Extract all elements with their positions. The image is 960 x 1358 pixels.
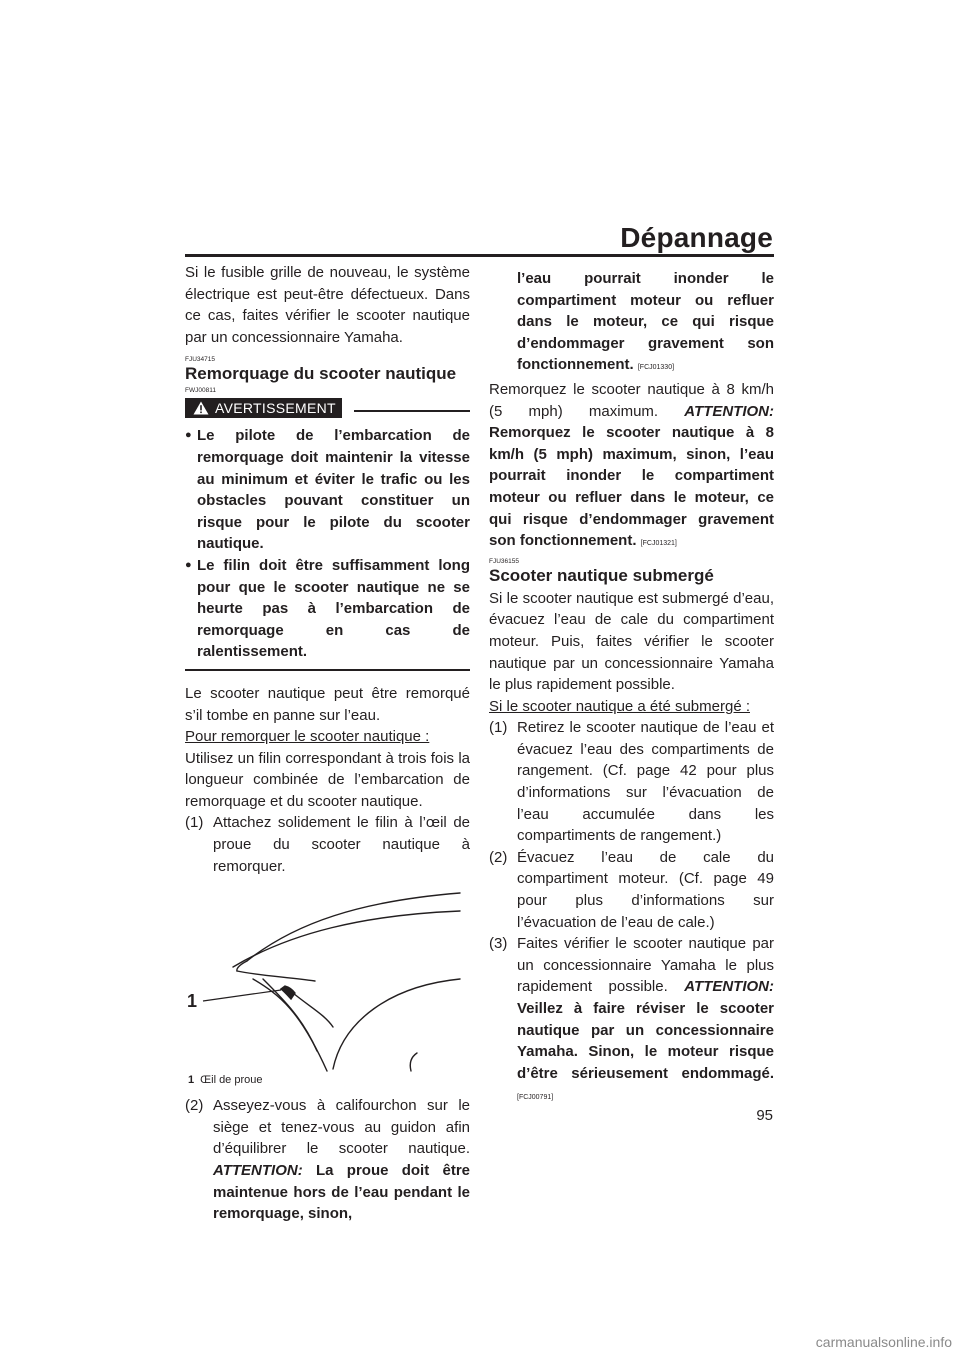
bow-eye-illustration — [185, 891, 470, 1073]
towing-subheading: Pour remorquer le scooter nautique : — [185, 728, 430, 746]
attention-code: [FCJ01321] — [640, 540, 677, 548]
section-title-towing: Remorquage du scooter nautique — [185, 364, 457, 384]
attention-text: l’eau pourrait inonder le compartiment moteur ou refluer dans le moteur, ce qui risque d’endommager gravement son fonctionnement. — [517, 270, 774, 374]
warning-header — [185, 397, 470, 419]
speed-text: Remorquez le scooter nautique à 8 km/h (5 mph) maximum. — [489, 380, 774, 420]
step-number: (3) — [489, 935, 508, 953]
warning-end-rule — [185, 669, 470, 671]
attention-label: ATTENTION: — [684, 402, 774, 420]
towing-step-1 — [185, 812, 470, 877]
towing-paragraph-2: Utilisez un filin correspondant à trois fois la longueur combinée de l’embarcation de remorquage et du scooter nautique. — [185, 749, 470, 810]
towing-paragraph: Le scooter nautique peut être remorqué s’il tombe en panne sur l’eau. — [185, 684, 470, 724]
submerged-subheading: Si le scooter nautique a été submergé : — [489, 697, 750, 715]
step-text: Faites vérifier le scooter nautique par un concessionnaire Yamaha le plus rapidement possible. — [517, 935, 774, 996]
left-column — [185, 262, 470, 1225]
warning-list — [185, 425, 470, 663]
submerged-step-1 — [489, 717, 774, 847]
attention-text: Remorquez le scooter nautique à 8 km/h (5 mph) maximum, sinon, l’eau pourrait inonder le compartiment moteur ou refluer dans le moteur, ce qui risque d’endommager gravement son fonctionnement. — [489, 424, 774, 550]
section-code: FJU34715 — [185, 356, 215, 364]
page-header-title: Dépannage — [620, 222, 773, 253]
submerged-step-2 — [489, 847, 774, 933]
warning-badge — [185, 398, 342, 418]
towing-step-2-continued — [489, 268, 774, 379]
step-number: (2) — [489, 848, 508, 866]
speed-paragraph — [489, 379, 774, 555]
warning-rule — [354, 410, 470, 412]
right-column — [489, 268, 774, 1109]
header-rule — [185, 254, 774, 257]
attention-text: La proue doit être maintenue hors de l’eau pendant le remorquage, sinon, — [213, 1162, 470, 1223]
step-number: (2) — [185, 1097, 204, 1115]
step-text: Retirez le scooter nautique de l’eau et évacuez l’eau des compartiments de rangement. (Cf. page 42 pour plus d’informations sur l’évacuation de l’eau accumulée dans les compartiments de rangement.) — [517, 719, 774, 845]
attention-text: Veillez à faire réviser le scooter nautique par un concessionnaire Yamaha. Sinon, le moteur risque d’être sérieusement endommagé. — [517, 1000, 774, 1082]
warning-code: FWJ00811 — [185, 387, 216, 395]
step-text: Évacuez l’eau de cale du compartiment moteur. (Cf. page 49 pour plus d’informations sur l’évacuation de l’eau de cale.) — [517, 848, 774, 931]
footer-watermark[interactable]: carmanualsonline.info — [815, 1334, 952, 1350]
intro-paragraph: Si le fusible grille de nouveau, le système électrique est peut-être défectueux. Dans ce cas, faites vérifier le scooter nautique par un concessionnaire Yamaha. — [185, 264, 470, 346]
warning-item: ● Le pilote de l’embarcation de remorquage doit maintenir la vitesse au minimum et éviter le trafic ou les obstacles pouvant constituer un risque pour le pilote du scooter nautique. — [185, 425, 470, 555]
caption-number: 1 — [188, 1074, 195, 1087]
submerged-paragraph: Si le scooter nautique est submergé d’eau, évacuez l’eau de cale du compartiment moteur. Puis, faites vérifier le scooter nautique par un concessionnaire Yamaha le plus rapidement possible. — [489, 589, 774, 694]
warning-triangle-icon — [193, 401, 209, 415]
section-code: FJU36155 — [489, 557, 519, 565]
step-number: (1) — [185, 814, 204, 832]
warning-item: ● Le filin doit être suffisamment long pour que le scooter nautique ne se heurte pas à l’embarcation de remorquage en cas de ralentissement. — [185, 555, 470, 663]
bow-eye-figure — [185, 891, 470, 1073]
attention-label: ATTENTION: — [213, 1162, 303, 1180]
warning-label: AVERTISSEMENT — [215, 399, 336, 416]
attention-code: [FCJ00791] — [517, 1094, 554, 1102]
step-text: Asseyez-vous à califourchon sur le siège et tenez-vous au guidon afin d’équilibrer le scooter nautique. — [213, 1097, 470, 1158]
section-title-submerged: Scooter nautique submergé — [489, 565, 714, 585]
attention-code: [FCJ01330] — [637, 364, 675, 372]
towing-step-2 — [185, 1095, 470, 1225]
attention-label: ATTENTION: — [684, 978, 774, 996]
step-text: Attachez solidement le filin à l’œil de proue du scooter nautique à remorquer. — [213, 814, 470, 875]
page-number: 95 — [756, 1107, 773, 1124]
figure-caption — [185, 1073, 470, 1087]
step-number: (1) — [489, 719, 508, 737]
caption-text: Œil de proue — [200, 1074, 263, 1087]
figure-callout: 1 — [187, 991, 198, 1012]
submerged-step-3 — [489, 933, 774, 1109]
